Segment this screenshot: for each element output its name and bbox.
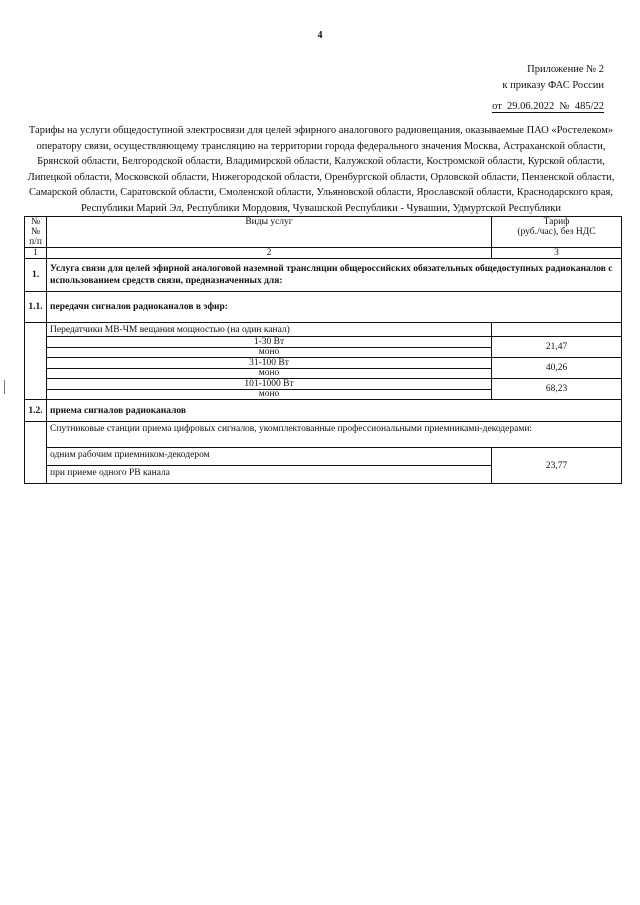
tariff-value: 40,26	[492, 358, 622, 379]
satellite-tariff: 23,77	[492, 448, 622, 484]
title-line: Самарской области, Саратовской области, Смоленской области, Ульяновской области, Ярославской области, Краснодарского края,	[28, 187, 614, 199]
table-row	[25, 323, 622, 337]
header-tariff-line-1: Тариф	[543, 217, 570, 227]
section-1-1-text: передачи сигналов радиоканалов в эфир:	[47, 292, 622, 323]
header-tariff-line-2: (руб./час), без НДС	[517, 227, 596, 237]
table-row	[25, 400, 622, 422]
satellite-line-1: одним рабочим приемником-декодером	[50, 450, 210, 460]
header-number	[25, 217, 47, 248]
section-1-text	[47, 259, 622, 292]
table-row	[25, 337, 622, 358]
appendix-line-1: Приложение № 2	[527, 64, 604, 75]
title-line: Брянской области, Белгородской области, Владимирской области, Калужской области, Костромской области, Курской области,	[37, 156, 605, 168]
tariff-value: 68,23	[492, 379, 622, 400]
empty-number-cell	[25, 422, 47, 484]
appendix-line-2: к приказу ФАС России	[502, 80, 604, 91]
power-value: 31-100 Вт	[249, 358, 289, 368]
order-prefix: от	[492, 101, 502, 112]
header-number-line-2: п/п	[29, 237, 42, 247]
section-1-1-number: 1.1.	[25, 292, 47, 323]
title-line: оператору связи, осуществляющему трансляцию на территории города федерального значения Москва, Астраханской области,	[36, 140, 606, 152]
order-number-prefix: №	[559, 101, 570, 112]
empty-number-cell	[25, 323, 47, 400]
section-1-2-text: приема сигналов радиоканалов	[47, 400, 622, 422]
power-cell	[47, 379, 492, 400]
order-number: 485/22	[574, 101, 604, 112]
section-1-2-number: 1.2.	[25, 400, 47, 422]
power-value: 1-30 Вт	[253, 337, 285, 347]
power-cell	[47, 358, 492, 379]
title-line: Республики Марий Эл, Республики Мордовия, Чувашской Республики - Чувашии, Удмуртской Республики	[80, 202, 561, 214]
mode-value: моно	[47, 389, 491, 399]
power-cell	[47, 337, 492, 358]
column-number: 1	[25, 248, 47, 259]
table-row	[25, 259, 622, 292]
column-number: 3	[492, 248, 622, 259]
mode-value: моно	[47, 347, 491, 357]
section-1-text-line-1: Услуга связи для целей эфирной аналоговой наземной трансляции общероссийских обязательных общедоступных радиоканалов с	[50, 264, 613, 274]
header-number-line-1: №№	[30, 217, 41, 237]
satellite-label: Спутниковые станции приема цифровых сигналов, укомплектованные профессиональными приемниками-декодерами:	[47, 422, 622, 448]
table-header-row	[25, 217, 622, 248]
column-number: 2	[47, 248, 492, 259]
page-number: 4	[317, 30, 323, 41]
section-1-text-line-2: использованием средств связи, предназначенных для:	[50, 276, 283, 286]
table-row	[25, 422, 622, 448]
margin-mark	[4, 380, 5, 394]
column-numbers-row	[25, 248, 622, 259]
document-title	[26, 123, 616, 217]
section-1-number: 1.	[25, 259, 47, 292]
power-value: 101-1000 Вт	[244, 379, 294, 389]
tariff-table	[24, 216, 622, 484]
table-row	[25, 292, 622, 323]
transmitters-label: Передатчики МВ-ЧМ вещания мощностью (на один канал)	[47, 323, 492, 337]
empty-tariff-cell	[492, 323, 622, 337]
order-date: 29.06.2022	[507, 101, 555, 112]
satellite-line-2: при приеме одного РВ канала	[47, 465, 491, 480]
satellite-cell	[47, 448, 492, 484]
table-row	[25, 448, 622, 484]
header-service: Виды услуг	[47, 217, 492, 248]
order-reference	[492, 101, 604, 113]
table-row	[25, 358, 622, 379]
title-line: Липецкой области, Московской области, Нижегородской области, Оренбургской области, Орловской области, Пензенской области,	[27, 171, 615, 183]
table-row	[25, 379, 622, 400]
tariff-value: 21,47	[492, 337, 622, 358]
mode-value: моно	[47, 368, 491, 378]
appendix-header	[502, 62, 604, 94]
header-tariff	[492, 217, 622, 248]
title-line: Тарифы на услуги общедоступной электросвязи для целей эфирного аналогового радиовещания, оказываемые ПАО «Ростелеком»	[28, 125, 614, 136]
